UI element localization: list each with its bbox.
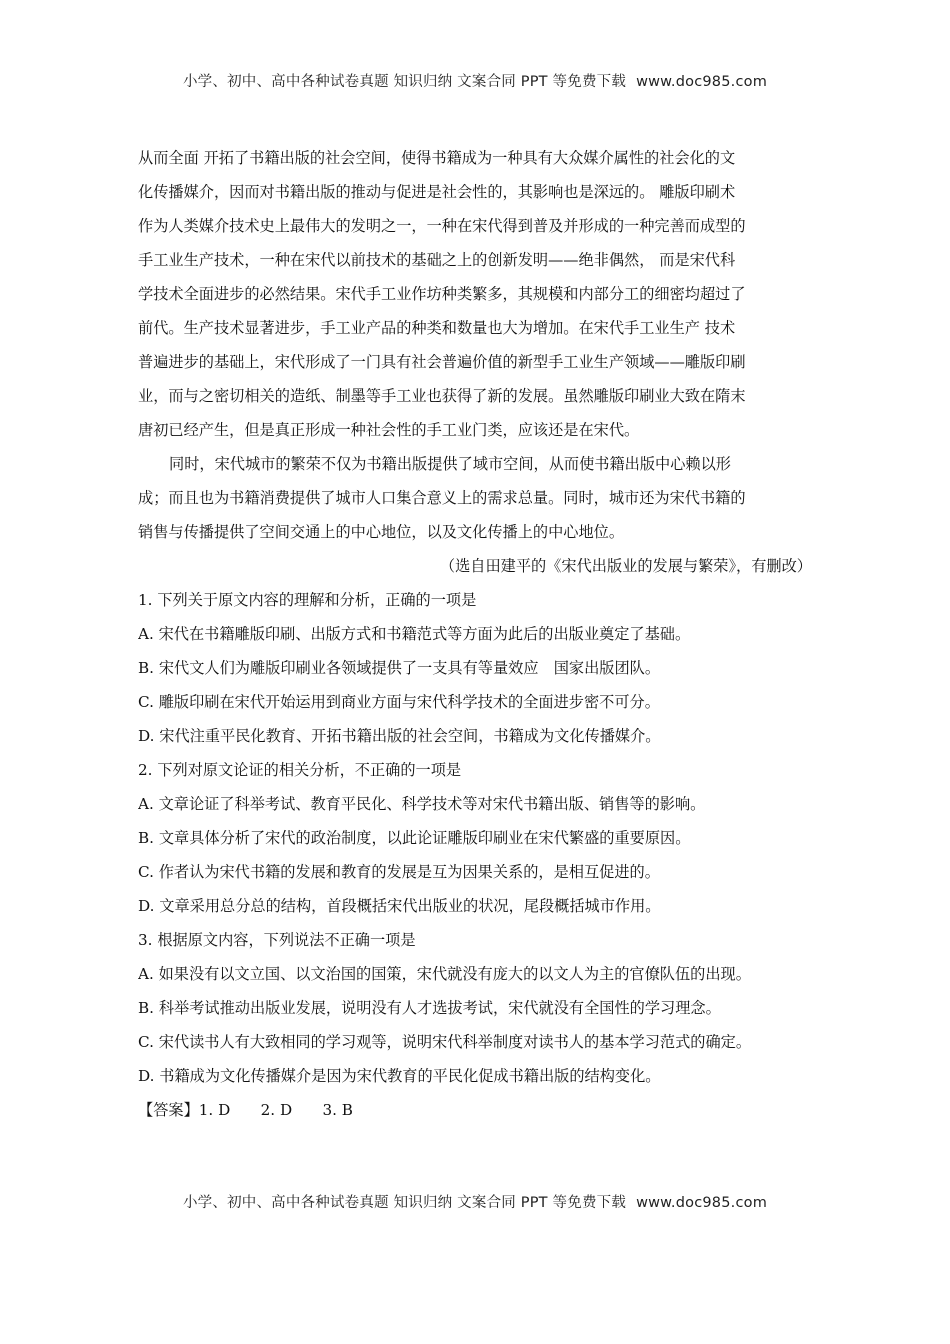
text-line: 前代。生产技术显著进步，手工业产品的种类和数量也大为增加。在宋代手工业生产 技术	[138, 319, 736, 337]
question-1	[138, 583, 818, 753]
text-line: 唐初已经产生，但是真正形成一种社会性的手工业门类，应该还是在宋代。	[138, 421, 640, 439]
option-d: D. 文章采用总分总的结构，首段概括宋代出版业的状况，尾段概括城市作用。	[138, 897, 661, 915]
option-c: C. 作者认为宋代书籍的发展和教育的发展是互为因果关系的，是相互促进的。	[138, 863, 660, 881]
paragraph-2	[138, 447, 818, 549]
question-2	[138, 753, 818, 923]
option-c: C. 宋代读书人有大致相同的学习观等，说明宋代科举制度对读书人的基本学习范式的确定。	[138, 1033, 752, 1051]
text-line: 学技术全面进步的必然结果。宋代手工业作坊种类繁多，其规模和内部分工的细密均超过了	[138, 285, 746, 303]
option-d: D. 书籍成为文化传播媒介是因为宋代教育的平民化促成书籍出版的结构变化。	[138, 1067, 661, 1085]
page-footer	[0, 1191, 950, 1212]
text-line: 成；而且也为书籍消费提供了城市人口集合意义上的需求总量。同时，城市还为宋代书籍的	[138, 489, 746, 507]
answer-key: 【答案】1. D 2. D 3. B	[138, 1101, 353, 1119]
source-citation: （选自田建平的《宋代出版业的发展与繁荣》，有删改）	[439, 557, 812, 575]
footer-text: 小学、初中、高中各种试卷真题 知识归纳 文案合同 PPT 等免费下载	[182, 1195, 627, 1211]
text-line: 同时，宋代城市的繁荣不仅为书籍出版提供了域市空间，从而使书籍出版中心赖以形	[169, 455, 731, 473]
option-a: A. 文章论证了科举考试、教育平民化、科学技术等对宋代书籍出版、销售等的影响。	[138, 795, 706, 813]
option-a: A. 如果没有以文立国、以文治国的国策，宋代就没有庞大的以文人为主的官僚队伍的出现。	[138, 965, 751, 983]
page-header	[0, 70, 950, 91]
question-stem: 3. 根据原文内容，下列说法不正确一项是	[138, 931, 416, 949]
option-c: C. 雕版印刷在宋代开始运用到商业方面与宋代科学技术的全面进步密不可分。	[138, 693, 660, 711]
question-3	[138, 923, 818, 1093]
text-line: 从而全面 开拓了书籍出版的社会空间，使得书籍成为一种具有大众媒介属性的社会化的文	[138, 149, 736, 167]
text-line: 普遍进步的基础上，宋代形成了一门具有社会普遍价值的新型手工业生产领域——雕版印刷	[138, 353, 746, 371]
paragraph-1	[138, 141, 818, 447]
text-line: 化传播媒介，因而对书籍出版的推动与促进是社会性的，其影响也是深远的。 雕版印刷术	[138, 183, 736, 201]
text-line: 业，而与之密切相关的造纸、制墨等手工业也获得了新的发展。虽然雕版印刷业大致在隋末	[138, 387, 746, 405]
header-site-link[interactable]: www.doc985.com	[636, 74, 768, 90]
text-line: 销售与传播提供了空间交通上的中心地位，以及文化传播上的中心地位。	[138, 523, 624, 541]
option-a: A. 宋代在书籍雕版印刷、出版方式和书籍范式等方面为此后的出版业奠定了基础。	[138, 625, 691, 643]
article-body	[138, 141, 818, 1127]
option-b: B. 文章具体分析了宋代的政治制度，以此论证雕版印刷业在宋代繁盛的重要原因。	[138, 829, 691, 847]
footer-site-link[interactable]: www.doc985.com	[636, 1195, 768, 1211]
option-b: B. 宋代文人们为雕版印刷业各领域提供了一支具有等量效应 国家出版团队。	[138, 659, 661, 677]
option-d: D. 宋代注重平民化教育、开拓书籍出版的社会空间，书籍成为文化传播媒介。	[138, 727, 661, 745]
header-text: 小学、初中、高中各种试卷真题 知识归纳 文案合同 PPT 等免费下载	[182, 74, 627, 90]
option-b: B. 科举考试推动出版业发展，说明没有人才选拔考试，宋代就没有全国性的学习理念。	[138, 999, 721, 1017]
question-stem: 1. 下列关于原文内容的理解和分析，正确的一项是	[138, 591, 477, 609]
question-stem: 2. 下列对原文论证的相关分析，不正确的一项是	[138, 761, 462, 779]
text-line: 作为人类媒介技术史上最伟大的发明之一，一种在宋代得到普及并形成的一种完善而成型的	[138, 217, 746, 235]
text-line: 手工业生产技术，一种在宋代以前技术的基础之上的创新发明——绝非偶然， 而是宋代科	[138, 251, 736, 269]
